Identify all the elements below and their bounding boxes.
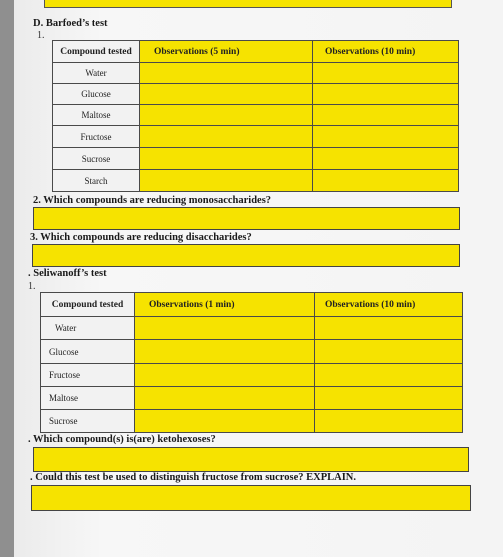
answer-box-d2[interactable] bbox=[33, 207, 460, 230]
compound-cell: Starch bbox=[53, 170, 140, 192]
observation-cell[interactable] bbox=[313, 126, 459, 148]
observation-cell[interactable] bbox=[315, 340, 463, 364]
section-e-item-number: 1. bbox=[28, 281, 36, 292]
compound-cell: Water bbox=[53, 63, 140, 84]
compound-cell: Glucose bbox=[53, 84, 140, 105]
answer-box-e3[interactable] bbox=[31, 485, 471, 511]
answer-box-d3[interactable] bbox=[32, 244, 460, 267]
question-e2: . Which compound(s) is(are) ketohexoses? bbox=[28, 434, 216, 445]
section-d-heading: D. Barfoed’s test bbox=[33, 18, 108, 29]
question-d2: 2. Which compounds are reducing monosaccharides? bbox=[33, 195, 272, 206]
observation-cell[interactable] bbox=[313, 63, 459, 84]
observation-cell[interactable] bbox=[135, 340, 315, 364]
compound-cell: Fructose bbox=[41, 364, 135, 387]
compound-cell: Maltose bbox=[41, 387, 135, 410]
column-header: Compound tested bbox=[53, 41, 140, 63]
observation-cell[interactable] bbox=[313, 105, 459, 126]
answer-box-e2[interactable] bbox=[33, 447, 469, 472]
column-header: Compound tested bbox=[41, 293, 135, 317]
compound-cell: Water bbox=[41, 317, 135, 340]
observation-cell[interactable] bbox=[140, 126, 313, 148]
observation-cell[interactable] bbox=[135, 317, 315, 340]
observation-cell[interactable] bbox=[140, 63, 313, 84]
section-d-item-number: 1. bbox=[37, 30, 45, 41]
observation-cell[interactable] bbox=[315, 364, 463, 387]
observation-cell[interactable] bbox=[315, 317, 463, 340]
barfoed-table bbox=[52, 40, 459, 192]
compound-cell: Maltose bbox=[53, 105, 140, 126]
compound-cell: Glucose bbox=[41, 340, 135, 364]
compound-cell: Sucrose bbox=[53, 148, 140, 170]
question-d3: 3. Which compounds are reducing disaccharides? bbox=[30, 232, 252, 243]
observation-cell[interactable] bbox=[140, 148, 313, 170]
column-header: Observations (10 min) bbox=[315, 293, 463, 317]
column-header: Observations (10 min) bbox=[313, 41, 459, 63]
observation-cell[interactable] bbox=[135, 364, 315, 387]
compound-cell: Sucrose bbox=[41, 410, 135, 433]
observation-cell[interactable] bbox=[313, 148, 459, 170]
observation-cell[interactable] bbox=[140, 105, 313, 126]
observation-cell[interactable] bbox=[140, 84, 313, 105]
previous-answer-box[interactable] bbox=[44, 0, 452, 8]
observation-cell[interactable] bbox=[315, 387, 463, 410]
compound-cell: Fructose bbox=[53, 126, 140, 148]
observation-cell[interactable] bbox=[135, 410, 315, 433]
section-e-heading: . Seliwanoff’s test bbox=[28, 268, 107, 279]
observation-cell[interactable] bbox=[315, 410, 463, 433]
column-header: Observations (1 min) bbox=[135, 293, 315, 317]
column-header: Observations (5 min) bbox=[140, 41, 313, 63]
observation-cell[interactable] bbox=[313, 170, 459, 192]
question-e3: . Could this test be used to distinguish fructose from sucrose? EXPLAIN. bbox=[30, 472, 357, 483]
observation-cell[interactable] bbox=[140, 170, 313, 192]
observation-cell[interactable] bbox=[135, 387, 315, 410]
seliwanoff-table bbox=[40, 292, 463, 433]
observation-cell[interactable] bbox=[313, 84, 459, 105]
